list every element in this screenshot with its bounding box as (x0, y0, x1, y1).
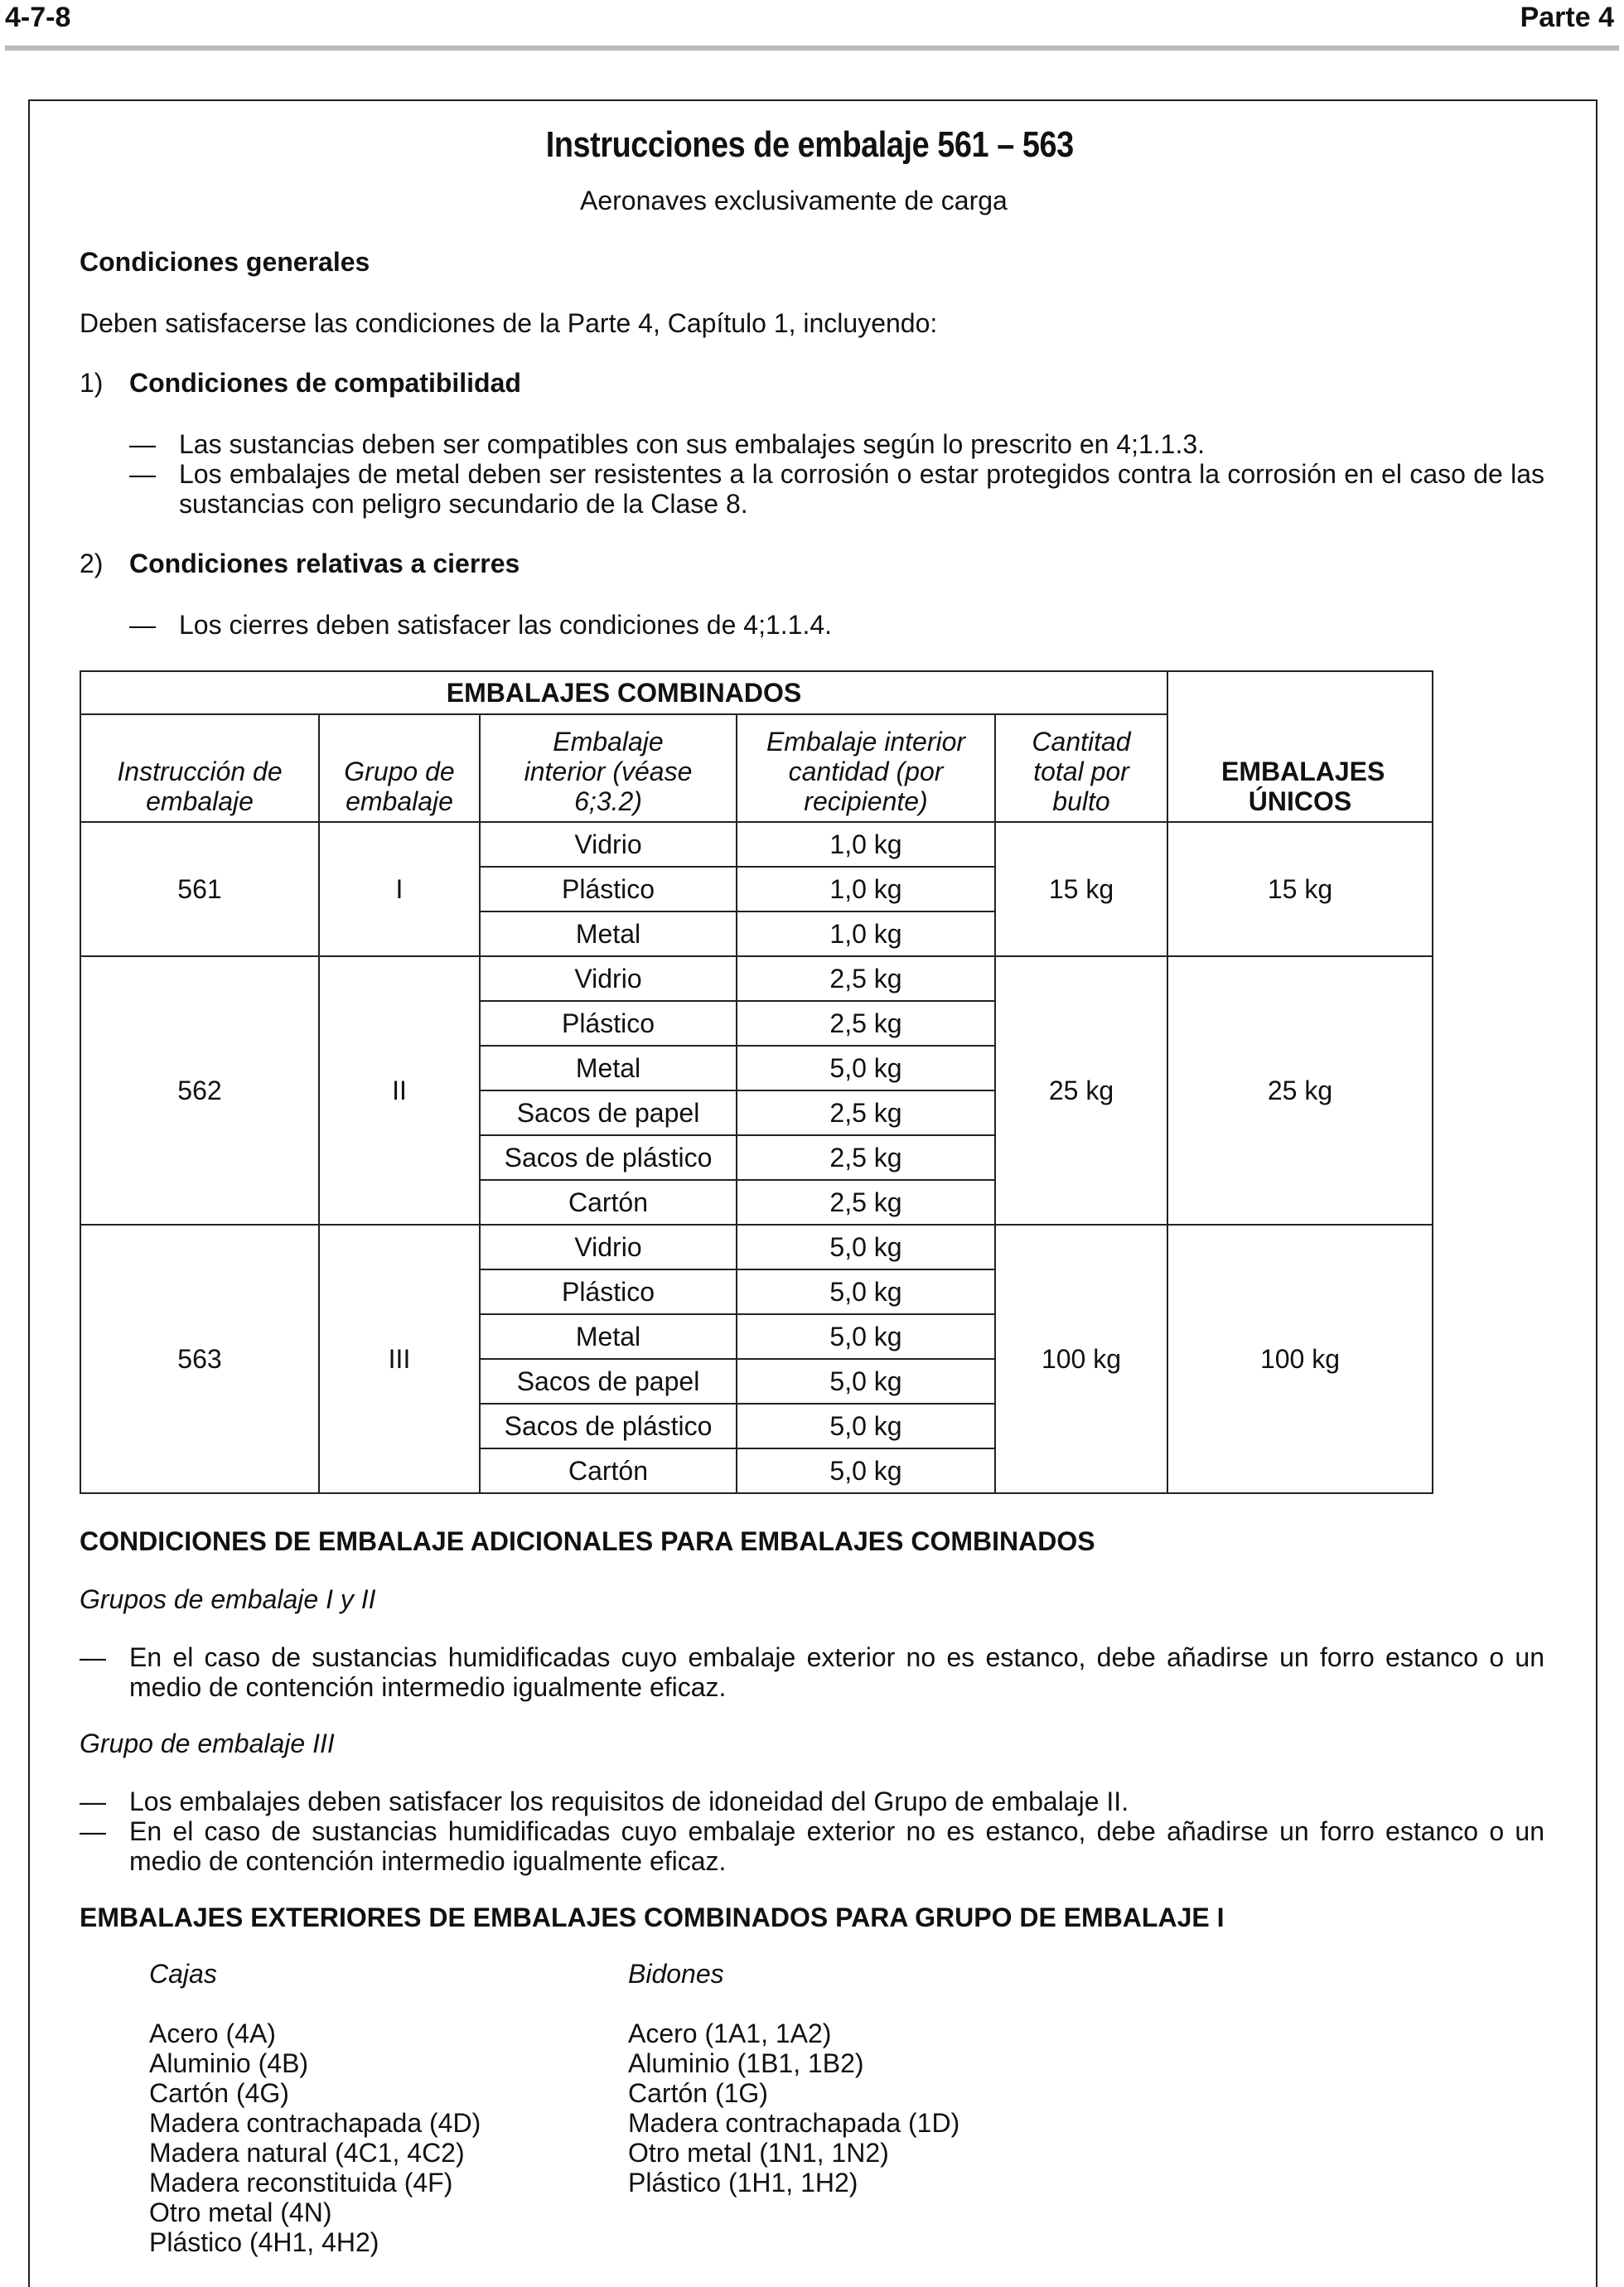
page-header (0, 0, 1624, 53)
inner-cell: Sacos de plástico (480, 1404, 737, 1448)
page-number: 4-7-8 (5, 2, 71, 33)
quantity-cell: 1,0 kg (737, 822, 995, 867)
page-title: Instrucciones de embalaje 561 – 563 (545, 124, 1074, 165)
list-item: Acero (1A1, 1A2) (628, 2019, 832, 2048)
inner-cell: Plástico (480, 1269, 737, 1314)
list-item: Madera contrachapada (1D) (628, 2108, 960, 2138)
col-header-quantity: Embalaje interior cantidad (por recipiente) (737, 714, 995, 822)
inner-cell: Metal (480, 1046, 737, 1090)
table-row (80, 956, 1433, 1001)
inner-cell: Plástico (480, 1001, 737, 1046)
total-cell: 25 kg (995, 956, 1167, 1225)
section-1-number: 1) (80, 368, 104, 398)
group-cell: III (319, 1225, 480, 1493)
quantity-cell: 5,0 kg (737, 1404, 995, 1448)
inner-cell: Vidrio (480, 956, 737, 1001)
section-1-title: Condiciones de compatibilidad (129, 368, 521, 398)
quantity-cell: 2,5 kg (737, 1180, 995, 1225)
quantity-cell: 5,0 kg (737, 1448, 995, 1493)
dash: — (129, 429, 156, 459)
packing-table (80, 670, 1433, 1494)
quantity-cell: 1,0 kg (737, 867, 995, 911)
list-item: Plástico (4H1, 4H2) (149, 2227, 379, 2257)
bullet-compat-1: Las sustancias deben ser compatibles con sus embalajes según lo prescrito en 4;1.1.3. (179, 429, 1206, 459)
group-3-subheading: Grupo de embalaje III (80, 1729, 335, 1758)
inner-cell: Metal (480, 911, 737, 956)
list-item: Otro metal (4N) (149, 2198, 332, 2227)
dash: — (129, 610, 156, 640)
list-item: Madera natural (4C1, 4C2) (149, 2138, 465, 2168)
list-item: Madera contrachapada (4D) (149, 2108, 481, 2138)
quantity-cell: 5,0 kg (737, 1314, 995, 1359)
list-item: Plástico (1H1, 1H2) (628, 2168, 858, 2198)
inner-cell: Vidrio (480, 822, 737, 867)
instruction-cell: 562 (80, 956, 319, 1225)
section-2-number: 2) (80, 549, 104, 578)
quantity-cell: 1,0 kg (737, 911, 995, 956)
list-item: Cartón (1G) (628, 2078, 768, 2108)
section-2-title: Condiciones relativas a cierres (129, 549, 520, 578)
quantity-cell: 5,0 kg (737, 1225, 995, 1269)
list-item: Aluminio (1B1, 1B2) (628, 2048, 864, 2078)
general-intro: Deben satisfacerse las condiciones de la Parte 4, Capítulo 1, incluyendo: (80, 308, 938, 338)
quantity-cell: 2,5 kg (737, 1135, 995, 1180)
table-row (80, 822, 1433, 867)
col-header-group: Grupo de embalaje (319, 714, 480, 822)
drums-list (628, 2019, 959, 2198)
general-conditions-heading: Condiciones generales (80, 247, 370, 277)
dash: — (129, 459, 156, 489)
inner-cell: Plástico (480, 867, 737, 911)
list-item: Aluminio (4B) (149, 2048, 309, 2078)
total-cell: 15 kg (995, 822, 1167, 956)
additional-conditions-heading: CONDICIONES DE EMBALAJE ADICIONALES PARA EMBALAJES COMBINADOS (80, 1526, 1095, 1556)
quantity-cell: 2,5 kg (737, 956, 995, 1001)
list-item: Cartón (4G) (149, 2078, 289, 2108)
inner-cell: Sacos de papel (480, 1090, 737, 1135)
inner-cell: Cartón (480, 1180, 737, 1225)
bullet-closures: Los cierres deben satisfacer las condiciones de 4;1.1.4. (179, 610, 833, 640)
single-cell: 100 kg (1167, 1225, 1433, 1493)
list-item: Otro metal (1N1, 1N2) (628, 2138, 889, 2168)
quantity-cell: 2,5 kg (737, 1001, 995, 1046)
outer-packagings-heading: EMBALAJES EXTERIORES DE EMBALAJES COMBINADOS PARA GRUPO DE EMBALAJE I (80, 1903, 1225, 1932)
list-item: Acero (4A) (149, 2019, 276, 2048)
bullet-group-3-2: En el caso de sustancias humidificadas cuyo embalaje exterior no es estanco, debe añadirse un forro estanco o un medio de contención intermedio igualmente eficaz. (129, 1816, 1544, 1876)
col-header-instruction: Instrucción de embalaje (80, 714, 319, 822)
boxes-title: Cajas (149, 1959, 217, 1989)
single-cell: 25 kg (1167, 956, 1433, 1225)
page-subtitle: Aeronaves exclusivamente de carga (580, 186, 1008, 215)
combined-packaging-header: EMBALAJES COMBINADOS (80, 671, 1167, 714)
list-item: Madera reconstituida (4F) (149, 2168, 453, 2198)
quantity-cell: 5,0 kg (737, 1046, 995, 1090)
bullet-compat-2: Los embalajes de metal deben ser resistentes a la corrosión o estar protegidos contra la corrosión en el caso de las sustancias con peligro secundario de la Clase 8. (179, 459, 1544, 519)
part-label: Parte 4 (1520, 2, 1614, 33)
inner-cell: Metal (480, 1314, 737, 1359)
dash: — (80, 1787, 106, 1816)
quantity-cell: 5,0 kg (737, 1359, 995, 1404)
group-cell: II (319, 956, 480, 1225)
inner-cell: Cartón (480, 1448, 737, 1493)
group-cell: I (319, 822, 480, 956)
quantity-cell: 2,5 kg (737, 1090, 995, 1135)
bullet-group-3-1: Los embalajes deben satisfacer los requisitos de idoneidad del Grupo de embalaje II. (129, 1787, 1129, 1816)
dash: — (80, 1642, 106, 1672)
quantity-cell: 5,0 kg (737, 1269, 995, 1314)
boxes-list (149, 2019, 481, 2257)
instruction-cell: 561 (80, 822, 319, 956)
drums-title: Bidones (628, 1959, 724, 1989)
groups-1-2-subheading: Grupos de embalaje I y II (80, 1584, 376, 1614)
single-packaging-header: EMBALAJES ÚNICOS (1167, 671, 1433, 822)
col-header-total: Cantitad total por bulto (995, 714, 1167, 822)
total-cell: 100 kg (995, 1225, 1167, 1493)
inner-cell: Vidrio (480, 1225, 737, 1269)
inner-cell: Sacos de plástico (480, 1135, 737, 1180)
col-header-inner: Embalaje interior (véase 6;3.2) (480, 714, 737, 822)
dash: — (80, 1816, 106, 1846)
bullet-groups-1-2: En el caso de sustancias humidificadas cuyo embalaje exterior no es estanco, debe añadirse un forro estanco o un medio de contención intermedio igualmente eficaz. (129, 1642, 1544, 1702)
header-rule (5, 46, 1619, 51)
inner-cell: Sacos de papel (480, 1359, 737, 1404)
table-row (80, 1225, 1433, 1269)
instruction-cell: 563 (80, 1225, 319, 1493)
single-cell: 15 kg (1167, 822, 1433, 956)
